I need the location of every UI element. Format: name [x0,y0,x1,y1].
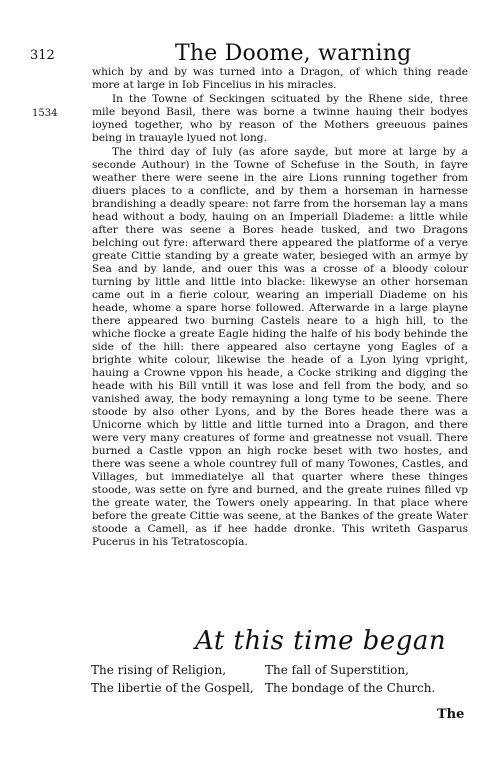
list-right-column [265,661,435,697]
list-item: The fall of Superstition, [265,663,409,677]
running-title: The Doome, warning [175,41,412,66]
list-item: The libertie of the Gospell, [91,681,254,695]
catchword: The [437,707,465,722]
section-heading: At this time began [195,626,447,656]
paragraph-2: In the Towne of Seckingen scituated by the Rhene side, three mile beyond Basil, there was borne a twinne hauing their bodyes ioyned together, who by reason of the Mothers greeuous paines being in trauayle lyued not long. [92,93,468,144]
page-number: 312 [30,48,55,63]
paragraph-1: which by and by was turned into a Dragon, of which thing reade more at large in Iob Fincelius in his miracles. [92,66,468,91]
margin-year-note: 1534 [32,108,58,119]
list-item: The bondage of the Church. [265,681,436,695]
paragraph-3: The third day of Iuly (as afore sayde, but more at large by a seconde Authour) in the Towne of Schefuse in the South, in fayre weather there were seene in the aire Lions running together from diuers places to a conflicte, and by them a horseman in harnesse brandishing a deadly speare: not farre from the horseman lay a mans head without a body, hauing on an Imperiall Diademe: a little while after there was seene a Bores heade tusked, and two Dragons belching out fyre: afterward there appeared the platforme of a verye greate Cittie standing by a greate water, besieged with an armye by Sea and by lande, and ouer this was a crosse of a bloody colour turning by little and little into blacke: likewyse an other horseman came out in a fierie colour, wearing an imperiall Diademe on his heade, whome a spare horse followed. Afterwarde in a large playne there appeared two burning Castels neare to a high hill, to the whiche flocke a greate Eagle hiding the halfe of his body behinde the side of the hill: there appeared also certayne yong Eagles of a brighte white colour, likewise the heade of a Lyon lying vpright, hauing a Crowne vppon his heade, a Cocke striking and digging the heade with his Bill vntill it was lose and fell from the body, and so vanished away, the body remayning a long tyme to be seene. There stoode by also other Lyons, and by the Bores heade there was a Unicorne which by little and little turned into a Dragon, and there were very many creatures of forme and greatnesse not vsuall. There burned a Castle vppon an high rocke beset with two hostes, and there was seene a whole countrey full of many Towones, Castles, and Villages, but immediatelye all that quarter where these thinges stoode, was sette on fyre and burned, and the greate ruines filled vp the greate water, the Towers onely appearing. In that place where before the greate Cittie was seene, at the Bankes of the greate Water stoode a Camell, as if hee hadde dronke. This writeth Gasparus Pucerus in his Tetratoscopia. [92,146,468,548]
main-text [92,66,468,549]
list-left-column [91,661,254,697]
list-item: The rising of Religion, [91,663,227,677]
